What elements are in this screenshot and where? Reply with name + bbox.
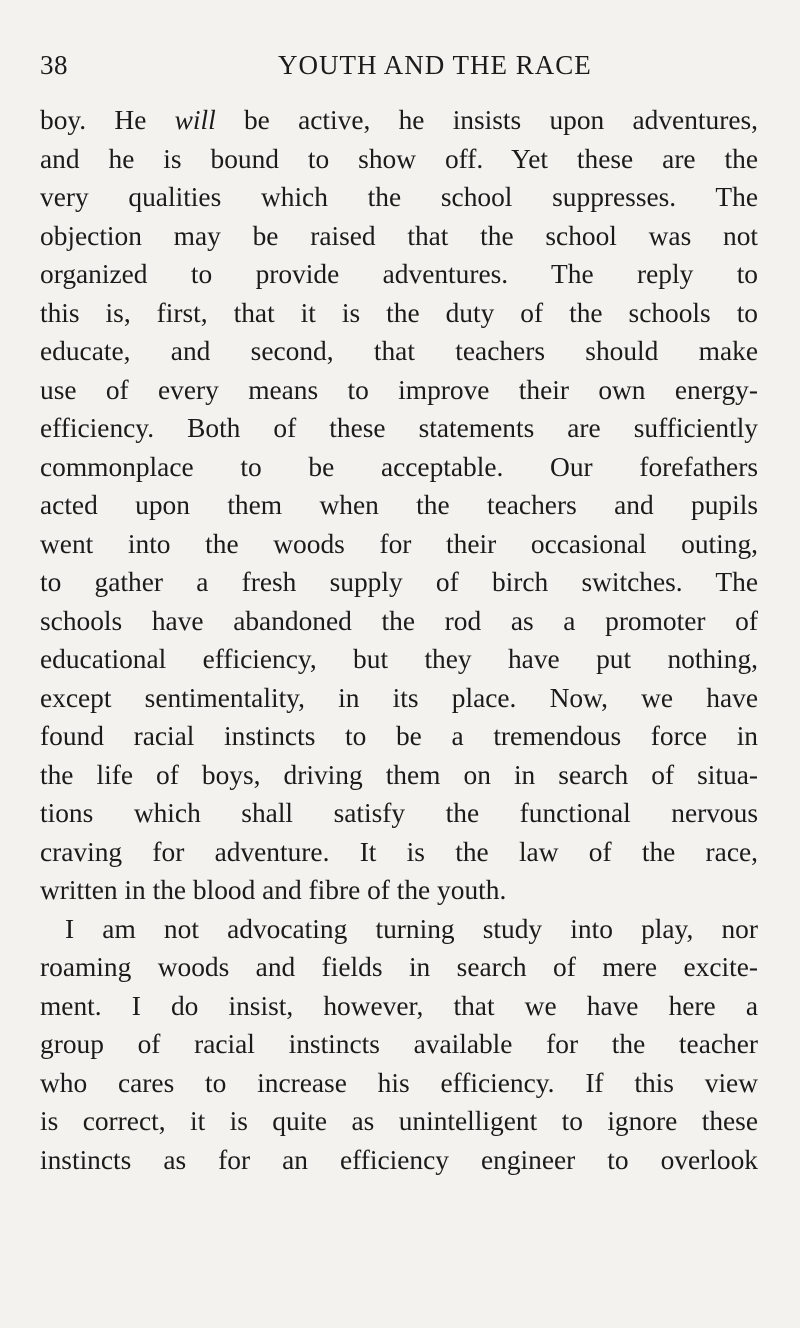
emphasis-text: will bbox=[174, 105, 216, 135]
text-line: educate, and second, that teachers should make bbox=[40, 336, 758, 366]
text-line: except sentimentality, in its place. Now, we have bbox=[40, 682, 758, 713]
text-line: roaming woods and fields in search of mere excite- bbox=[40, 952, 758, 982]
text-line: very qualities which the school suppresses. The bbox=[40, 182, 758, 212]
text-line: ment. I do insist, however, that we have here a bbox=[40, 990, 758, 1021]
running-head bbox=[40, 50, 740, 90]
text-line: this is, first, that it is the duty of the schools to bbox=[40, 297, 758, 328]
text-line: efficiency. Both of these statements are sufficiently bbox=[40, 413, 758, 443]
text-line: educational efficiency, but they have put nothing, bbox=[40, 644, 758, 674]
text-line: to gather a fresh supply of birch switches. The bbox=[40, 567, 758, 597]
text-line: who cares to increase his efficiency. If this view bbox=[40, 1067, 758, 1098]
text-line: tions which shall satisfy the functional nervous bbox=[40, 798, 758, 828]
text-line: written in the blood and fibre of the youth. bbox=[40, 875, 507, 905]
text-line: and he is bound to show off. Yet these are the bbox=[40, 143, 758, 174]
text-segment: be active, he insists upon adventures, bbox=[215, 105, 758, 135]
text-line: found racial instincts to be a tremendous force in bbox=[40, 721, 758, 751]
text-line: organized to provide adventures. The reply to bbox=[40, 259, 758, 289]
text-line: objection may be raised that the school was not bbox=[40, 220, 758, 251]
running-title: YOUTH AND THE RACE bbox=[278, 50, 592, 80]
text-line: use of every means to improve their own energy- bbox=[40, 374, 758, 405]
text-line bbox=[40, 101, 758, 140]
text-segment: boy. He bbox=[40, 105, 175, 135]
text-line: group of racial instincts available for the teacher bbox=[40, 1029, 758, 1059]
text-line: I am not advocating turning study into play, nor bbox=[65, 913, 758, 944]
text-line: craving for adventure. It is the law of the race, bbox=[40, 836, 758, 867]
text-line: went into the woods for their occasional outing, bbox=[40, 528, 758, 559]
page-number: 38 bbox=[40, 50, 68, 80]
text-line: acted upon them when the teachers and pupils bbox=[40, 490, 758, 520]
body-text bbox=[40, 101, 758, 1179]
text-line: commonplace to be acceptable. Our forefathers bbox=[40, 451, 758, 482]
text-line: is correct, it is quite as unintelligent to ignore these bbox=[40, 1106, 758, 1136]
text-line: the life of boys, driving them on in search of situa- bbox=[40, 759, 758, 790]
text-line: instincts as for an efficiency engineer to overlook bbox=[40, 1144, 758, 1175]
text-line: schools have abandoned the rod as a promoter of bbox=[40, 605, 758, 636]
